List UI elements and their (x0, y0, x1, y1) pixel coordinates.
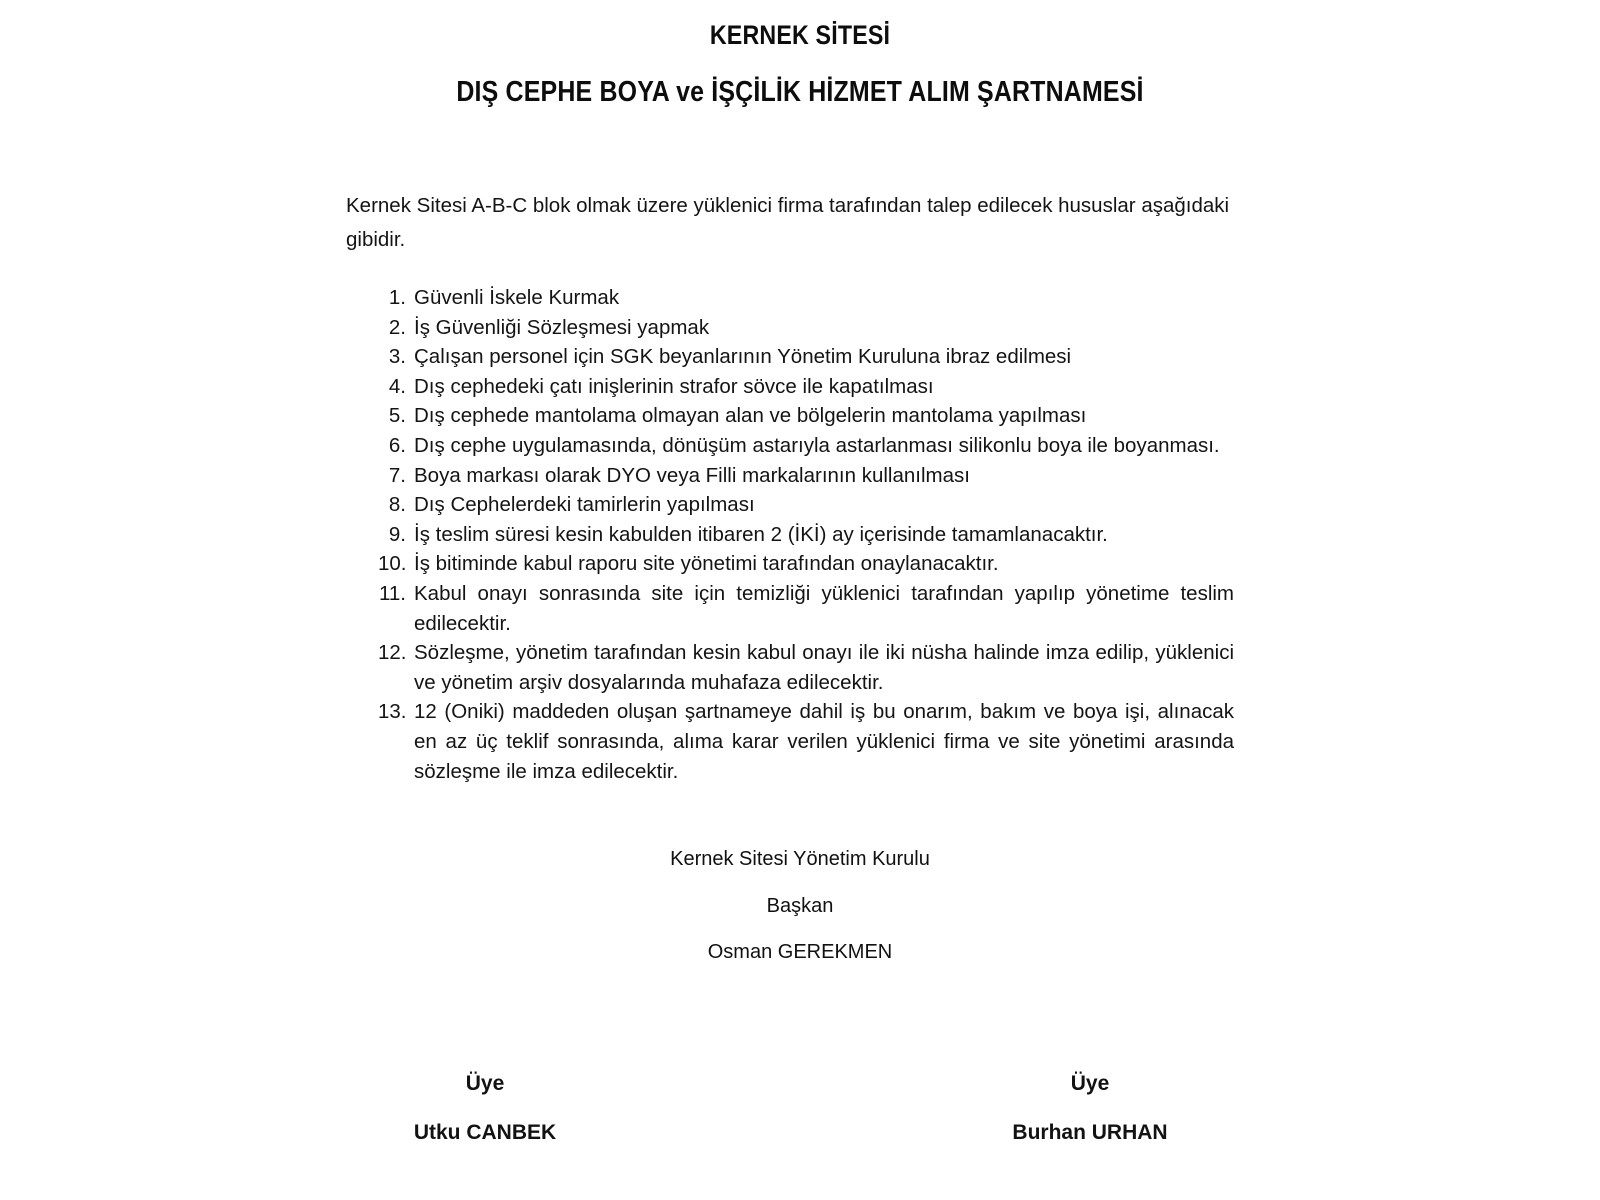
member-name-label: Burhan URHAN (1012, 1121, 1168, 1144)
chair-name-label: Osman GEREKMEN (707, 941, 893, 963)
clause-text: İş teslim süresi kesin kabulden itibaren 2 (İKİ) ay içerisinde tamamlanacaktır. (414, 522, 1108, 546)
clause-number: 13. (378, 700, 407, 724)
clause-item (378, 372, 1234, 402)
clause-number: 3. (388, 345, 406, 369)
clause-item (378, 342, 1234, 372)
clause-item (378, 401, 1234, 431)
clause-number: 8. (388, 493, 406, 517)
chair-role (0, 895, 1600, 918)
clause-number: 10. (378, 552, 407, 576)
clause-text: Dış Cephelerdeki tamirlerin yapılması (414, 493, 755, 517)
clause-text: Güvenli İskele Kurmak (414, 286, 620, 309)
clause-item (378, 313, 1234, 343)
clause-item (378, 697, 1234, 786)
clause-text: İş bitiminde kabul raporu site yönetimi tarafından onaylanacaktır. (414, 552, 999, 576)
clause-item (378, 579, 1234, 638)
clause-number: 1. (388, 286, 406, 309)
intro-paragraph: Kernek Sitesi A-B-C blok olmak üzere yüklenici firma tarafından talep edilecek hususlar aşağıdaki gibidir. (346, 193, 1230, 251)
member-signature-left (335, 1072, 635, 1145)
clause-text: Dış cephede mantolama olmayan alan ve bölgelerin mantolama yapılması (414, 404, 1087, 428)
member-role-label: Üye (1070, 1072, 1110, 1095)
board-name-label: Kernek Sitesi Yönetim Kurulu (670, 848, 930, 870)
board-name (0, 848, 1600, 871)
clause-text: Dış cephe uygulamasında, dönüşüm astarıyla astarlanması silikonlu boya ile boyanması. (414, 433, 1220, 457)
clause-item (378, 461, 1234, 491)
clause-item (378, 638, 1234, 697)
clause-text: İş Güvenliği Sözleşmesi yapmak (414, 315, 710, 339)
clause-item (378, 520, 1234, 550)
clause-number: 2. (388, 315, 406, 339)
document-title-secondary: DIŞ CEPHE BOYA ve İŞÇİLİK HİZMET ALIM ŞARTNAMESİ (456, 76, 1144, 108)
clause-number: 11. (379, 581, 406, 605)
clause-number: 7. (388, 463, 406, 487)
member-signature-right (940, 1072, 1240, 1145)
clause-number: 6. (388, 433, 406, 457)
document-title-primary: KERNEK SİTESİ (709, 20, 891, 50)
chair-name (0, 941, 1600, 964)
clause-item (378, 490, 1234, 520)
clause-number: 12. (378, 641, 407, 665)
clause-text: Sözleşme, yönetim tarafından kesin kabul onayı ile iki nüsha halinde imza edilip, yüklenici ve yönetim arşiv dosyalarında muhafaza edilecektir. (414, 641, 1234, 694)
clause-item (378, 549, 1234, 579)
clause-list (378, 283, 1234, 786)
member-name-label: Utku CANBEK (413, 1121, 557, 1144)
member-role-label: Üye (465, 1072, 505, 1095)
clause-text: 12 (Oniki) maddeden oluşan şartnameye dahil iş bu onarım, bakım ve boya işi, alınacak en az üç teklif sonrasında, alıma karar verilen yüklenici firma ve site yönetimi arasında sözleşme ile imza edilecektir. (414, 700, 1234, 783)
clause-number: 9. (388, 522, 406, 546)
clause-number: 5. (388, 404, 406, 428)
clause-number: 4. (388, 374, 406, 398)
chair-role-label: Başkan (766, 895, 834, 917)
clause-text: Boya markası olarak DYO veya Filli markalarının kullanılması (414, 463, 970, 487)
clause-text: Dış cephedeki çatı inişlerinin strafor sövce ile kapatılması (414, 374, 934, 398)
clause-item (378, 431, 1234, 461)
clause-item (378, 283, 1234, 313)
clause-text: Kabul onayı sonrasında site için temizliği yüklenici tarafından yapılıp yönetime teslim edilecektir. (414, 581, 1234, 635)
clause-text: Çalışan personel için SGK beyanlarının Yönetim Kuruluna ibraz edilmesi (414, 345, 1072, 369)
